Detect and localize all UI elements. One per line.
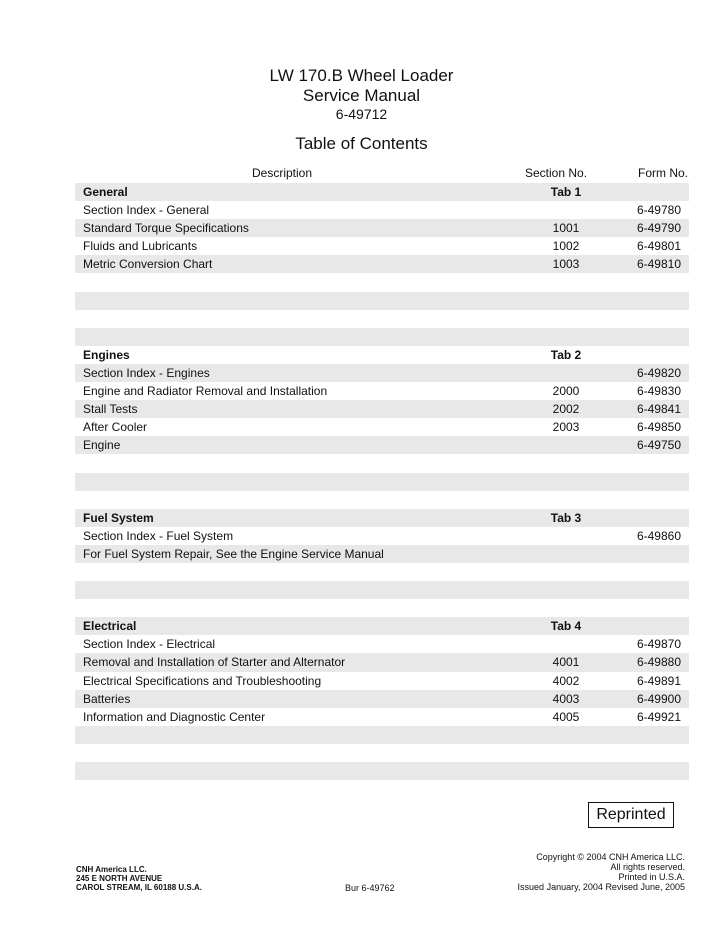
manual-title: LW 170.B Wheel Loader [269, 66, 454, 85]
toc-blank-row [75, 599, 689, 617]
toc-description: Section Index - Engines [83, 365, 210, 380]
toc-section-number: 4003 [552, 691, 580, 706]
toc-form-number: 6-49830 [636, 384, 681, 399]
toc-row [75, 635, 689, 653]
manual-form-number: 6-49712 [335, 106, 388, 122]
toc-blank-row [75, 762, 689, 780]
toc-row [75, 708, 689, 726]
toc-description: Standard Torque Specifications [83, 221, 249, 236]
toc-row [75, 672, 689, 690]
toc-form-number: 6-49810 [636, 257, 681, 272]
toc-form-number: 6-49790 [636, 221, 681, 236]
rights-line: All rights reserved. [610, 862, 685, 872]
toc-blank-row [75, 310, 689, 328]
toc-description: Batteries [83, 691, 131, 706]
toc-row [75, 436, 689, 454]
toc-description: Fluids and Lubricants [83, 239, 198, 254]
toc-form-number: 6-49750 [636, 438, 681, 453]
toc-blank-row [75, 454, 689, 472]
copyright-line: Copyright © 2004 CNH America LLC. [536, 852, 685, 862]
toc-description: Electrical [83, 619, 137, 634]
toc-section-number: 1002 [552, 239, 580, 254]
toc-row [75, 237, 689, 255]
address-line: 245 E NORTH AVENUE [76, 874, 163, 883]
toc-blank-row [75, 563, 689, 581]
toc-description: Section Index - General [83, 203, 210, 218]
toc-description: Stall Tests [83, 402, 138, 417]
toc-form-number: 6-49900 [636, 691, 681, 706]
toc-form-number: 6-49921 [636, 709, 681, 724]
toc-form-number: 6-49860 [636, 528, 681, 543]
toc-description: Electrical Specifications and Troubleshooting [83, 673, 322, 688]
toc-section-number: Tab 4 [550, 619, 582, 634]
toc-description: Section Index - Fuel System [83, 528, 234, 543]
toc-form-number: 6-49780 [636, 203, 681, 218]
toc-description: General [83, 185, 128, 199]
toc-form-number: 6-49820 [636, 365, 681, 380]
toc-description: Engine and Radiator Removal and Installation [83, 384, 328, 399]
toc-blank-row [75, 744, 689, 762]
toc-blank-row [75, 581, 689, 599]
toc-blank-row [75, 726, 689, 744]
toc-table [75, 183, 689, 780]
toc-blank-row [75, 292, 689, 310]
toc-description: Engines [83, 347, 130, 362]
toc-section-header [75, 617, 689, 635]
toc-blank-row [75, 473, 689, 491]
toc-section-header [75, 183, 689, 201]
toc-row [75, 653, 689, 671]
column-header-form: Form No. [638, 166, 689, 180]
copyright-block [518, 852, 685, 892]
reprinted-stamp: Reprinted [588, 802, 674, 828]
toc-description: Fuel System [83, 510, 154, 525]
toc-section-number: Tab 1 [550, 185, 582, 199]
toc-row [75, 527, 689, 545]
toc-section-number: 2000 [552, 384, 580, 399]
toc-form-number: 6-49880 [636, 655, 681, 670]
toc-form-number: 6-49801 [636, 239, 681, 254]
toc-section-number: Tab 3 [550, 510, 582, 525]
toc-blank-row [75, 491, 689, 509]
toc-description: After Cooler [83, 420, 148, 435]
toc-row [75, 418, 689, 436]
toc-form-number: 6-49891 [636, 673, 681, 688]
toc-form-number: 6-49841 [636, 402, 681, 417]
toc-row [75, 255, 689, 273]
printed-line: Printed in U.S.A. [618, 872, 685, 882]
toc-row [75, 382, 689, 400]
toc-description: Metric Conversion Chart [83, 257, 213, 272]
company-address [76, 865, 202, 892]
manual-subtitle: Service Manual [302, 86, 421, 105]
toc-form-number: 6-49850 [636, 420, 681, 435]
toc-section-number: 4001 [552, 655, 580, 670]
issued-line: Issued January, 2004 Revised June, 2005 [517, 882, 685, 892]
toc-row [75, 201, 689, 219]
toc-section-number: 1003 [552, 257, 580, 272]
toc-row [75, 364, 689, 382]
toc-section-number: 2002 [552, 402, 580, 417]
column-header-section: Section No. [525, 166, 588, 180]
toc-description: Engine [83, 438, 121, 453]
bur-number: Bur 6-49762 [345, 883, 395, 893]
toc-description: For Fuel System Repair, See the Engine Service Manual [83, 546, 384, 561]
toc-row [75, 545, 689, 563]
toc-row [75, 219, 689, 237]
address-line: CAROL STREAM, IL 60188 U.S.A. [76, 883, 202, 892]
column-header-description: Description [252, 166, 313, 180]
toc-blank-row [75, 273, 689, 291]
toc-row [75, 690, 689, 708]
toc-section-number: 1001 [552, 221, 580, 236]
toc-blank-row [75, 328, 689, 346]
toc-section-header [75, 509, 689, 527]
toc-section-number: 2003 [552, 420, 580, 435]
toc-heading: Table of Contents [295, 134, 428, 153]
toc-description: Section Index - Electrical [83, 637, 216, 652]
toc-section-header [75, 346, 689, 364]
toc-form-number: 6-49870 [636, 637, 681, 652]
address-line: CNH America LLC. [76, 865, 147, 874]
toc-row [75, 400, 689, 418]
toc-section-number: Tab 2 [550, 347, 582, 362]
toc-description: Information and Diagnostic Center [83, 709, 266, 724]
toc-description: Removal and Installation of Starter and Alternator [83, 655, 346, 670]
toc-section-number: 4002 [552, 673, 580, 688]
toc-section-number: 4005 [552, 709, 580, 724]
